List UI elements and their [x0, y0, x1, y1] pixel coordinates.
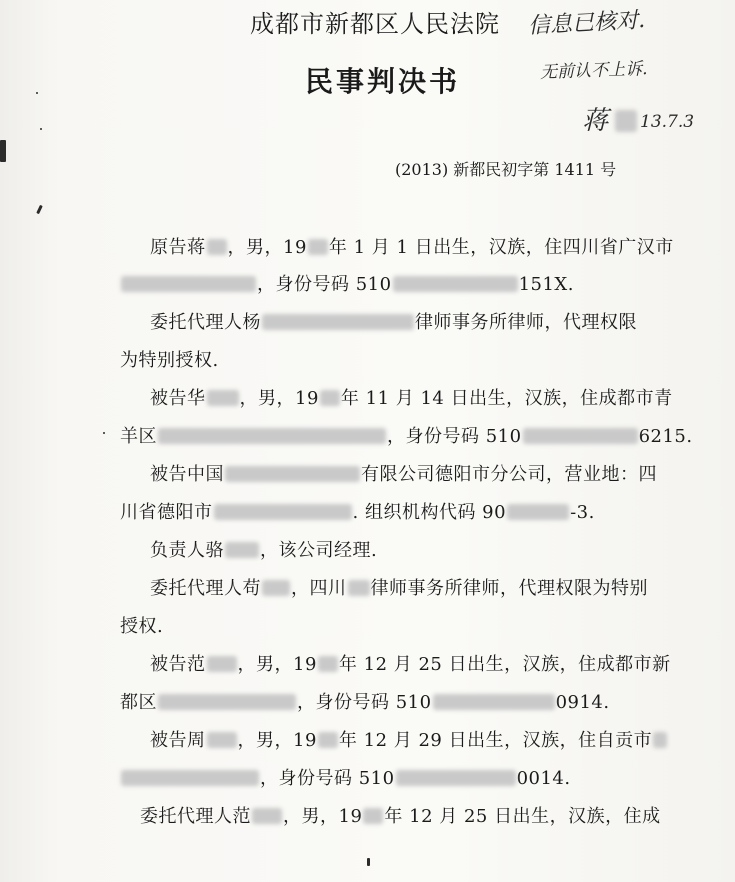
- text-segment: ，男，19: [237, 730, 317, 751]
- text-segment: 0014.: [516, 768, 571, 789]
- text-segment: ，男，19: [227, 237, 307, 258]
- redaction: [262, 580, 290, 596]
- text-segment: ，男，19: [283, 806, 363, 827]
- agent-line: [150, 308, 637, 334]
- text-segment: -3.: [570, 502, 595, 523]
- text-segment: 被告中国: [150, 464, 224, 485]
- text-segment: 为特别授权.: [120, 350, 219, 371]
- scan-mark: [36, 205, 43, 214]
- redaction: [318, 656, 338, 672]
- defendant-hua-id-line: [120, 422, 693, 448]
- defendant-zhou-line: [150, 726, 668, 752]
- text-segment: ，男，19: [239, 388, 319, 409]
- scan-mark: [40, 128, 42, 130]
- document-title: 民事判决书: [305, 65, 461, 98]
- text-segment: 授权.: [120, 616, 164, 637]
- text-segment: 被告华: [150, 388, 206, 409]
- scan-mark: [0, 140, 6, 162]
- redaction: [308, 239, 328, 255]
- text-segment: 川省德阳市: [120, 502, 213, 523]
- text-segment: 0914.: [555, 692, 610, 713]
- redaction: [318, 732, 338, 748]
- defendant-fan-id-line: [120, 688, 610, 714]
- redaction: [214, 504, 352, 520]
- text-segment: ，男，19: [237, 654, 317, 675]
- text-segment: 年 12 月 25 日出生，汉族，住成: [384, 806, 661, 827]
- defendant-hua-line: [150, 384, 673, 410]
- text-segment: . 组织机构代码 90: [352, 502, 507, 523]
- defendant-zhou-id-line: [120, 764, 571, 790]
- text-segment: 被告周: [150, 730, 206, 751]
- redaction: [252, 808, 282, 824]
- handwritten-note-line2: 无前认不上诉.: [539, 59, 648, 83]
- redaction: [262, 314, 414, 330]
- plaintiff-id-line: [120, 270, 574, 296]
- text-segment: 都区: [120, 692, 157, 713]
- text-segment: 委托代理人杨: [150, 312, 261, 333]
- text-segment: ，身份号码 510: [387, 426, 522, 447]
- redaction: [363, 808, 383, 824]
- redaction: [225, 542, 259, 558]
- company-agent-line: [150, 574, 648, 600]
- scan-mark: [36, 92, 38, 94]
- case-number: (2013) 新都民初字第 1411 号: [395, 160, 617, 179]
- court-name: 成都市新都区人民法院: [250, 10, 500, 38]
- redacted-signature: [615, 110, 637, 132]
- redaction: [348, 580, 370, 596]
- redaction: [158, 694, 296, 710]
- text-segment: 委托代理人范: [140, 806, 251, 827]
- text-segment: 151X.: [518, 274, 574, 295]
- redaction: [121, 770, 259, 786]
- company-agent-authority-line: [120, 612, 163, 638]
- redaction: [121, 276, 256, 292]
- text-segment: 律师事务所律师，代理权限: [415, 312, 637, 333]
- text-segment: 委托代理人苟: [150, 578, 261, 599]
- redaction: [653, 732, 667, 748]
- text-segment: 负责人骆: [150, 540, 224, 561]
- defendant-fan-line: [150, 650, 671, 676]
- redaction: [396, 770, 516, 786]
- redaction: [523, 428, 638, 444]
- agent-authority-line: [120, 346, 219, 372]
- redaction: [207, 390, 239, 406]
- scan-mark: [367, 858, 370, 866]
- text-segment: ，该公司经理.: [260, 540, 378, 561]
- redaction: [507, 504, 569, 520]
- redaction: [207, 239, 227, 255]
- text-segment: 年 12 月 29 日出生，汉族，住自贡市: [338, 730, 653, 751]
- text-segment: 律师事务所律师，代理权限为特别: [370, 578, 648, 599]
- redaction: [225, 466, 360, 482]
- text-segment: 年 12 月 25 日出生，汉族，住成都市新: [338, 654, 671, 675]
- redaction: [158, 428, 386, 444]
- scan-mark: [103, 432, 105, 434]
- handwritten-signature: 蒋: [582, 106, 609, 136]
- text-segment: ，身份号码 510: [260, 768, 395, 789]
- text-segment: ，身份号码 510: [257, 274, 392, 295]
- text-segment: 年 11 月 14 日出生，汉族，住成都市青: [340, 388, 673, 409]
- text-segment: 羊区: [120, 426, 157, 447]
- text-segment: 6215.: [638, 426, 693, 447]
- zhou-agent-line: [140, 802, 661, 828]
- redaction: [207, 656, 237, 672]
- text-segment: 原告蒋: [150, 237, 206, 258]
- text-segment: 被告范: [150, 654, 206, 675]
- plaintiff-line: [150, 233, 674, 259]
- handwritten-note-line1: 信息已核对.: [527, 7, 646, 40]
- text-segment: 年 1 月 1 日出生，汉族，住四川省广汉市: [328, 237, 674, 258]
- text-segment: 有限公司德阳市分公司，营业地：四: [361, 464, 657, 485]
- redaction: [320, 390, 340, 406]
- text-segment: ，身份号码 510: [297, 692, 432, 713]
- company-address-line: [120, 498, 595, 524]
- text-segment: ，四川: [291, 578, 347, 599]
- redaction: [393, 276, 518, 292]
- redaction: [207, 732, 237, 748]
- redaction: [433, 694, 555, 710]
- defendant-company-line: [150, 460, 657, 486]
- handwritten-date: 13.7.3: [640, 112, 695, 132]
- legal-rep-line: [150, 536, 377, 562]
